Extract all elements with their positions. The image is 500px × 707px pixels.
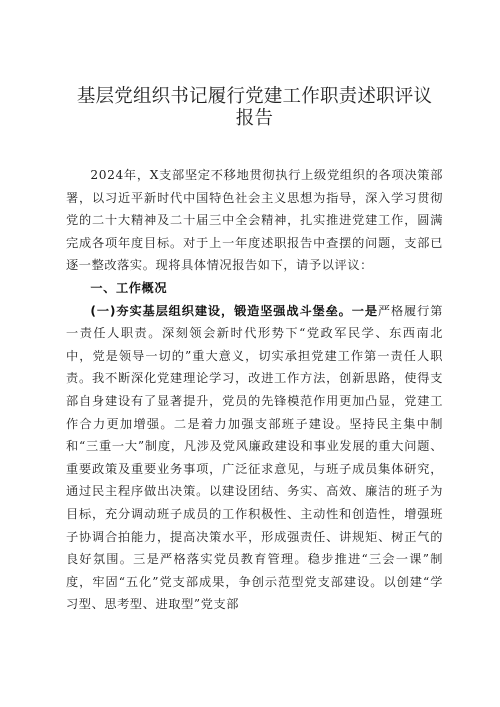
point-text-two: 二是着力加强支部班子建设。坚持民主集中制和“三重一大”制度，凡涉及党风廉政建设和事业发展的重大问题、重要政策及重要业务事项，广泛征求意见，与班子成员集体研究，通过民主程序做出决策。以建设团结、务实、高效、廉洁的班子为目标，充分调动班子成员的工作积极性、主动性和创造性，增强班子协调合拍能力，提高决策水平，形成强责任、讲规矩、树正气的良好氛围。 bbox=[66, 416, 443, 567]
document-body bbox=[66, 164, 443, 616]
subsection-paragraph-organization-building bbox=[66, 300, 443, 616]
point-text-three: 三是严格落实党员教育管理。稳步推进“三会一课”制度，牢固“五化”党支部成果，争创示范型党支部建设。以创建“学习型、思考型、进取型”党支部 bbox=[66, 552, 443, 612]
document-title: 基层党组织书记履行党建工作职责述职评议报告 bbox=[76, 86, 433, 129]
intro-paragraph: 2024年，X支部坚定不移地贯彻执行上级党组织的各项决策部署，以习近平新时代中国特色社会主义思想为指导，深入学习贯彻党的二十大精神及二十届三中全会精神，扎实推进党建工作，圆满完成各项年度目标。对于上一年度述职报告中查摆的问题，支部已逐一整改落实。现将具体情况报告如下，请予以评议： bbox=[66, 168, 443, 273]
point-lead-one: 一是 bbox=[351, 303, 378, 318]
point-text-one: 严格履行第一责任人职责。深刻领会新时代形势下“党政军民学、东西南北中，党是领导一切的”重大意义，切实承担党建工作第一责任人职责。我不断深化党建理论学习，改进工作方法，创新思路，使得支部自身建设有了显著提升，党员的先锋模范作用更加凸显，党建工作合力更加增强。 bbox=[66, 303, 443, 431]
section-heading-work-overview: 一、工作概况 bbox=[90, 280, 168, 295]
subsection-heading: (一)夯实基层组织建设，锻造坚强战斗堡垒。 bbox=[90, 303, 352, 318]
